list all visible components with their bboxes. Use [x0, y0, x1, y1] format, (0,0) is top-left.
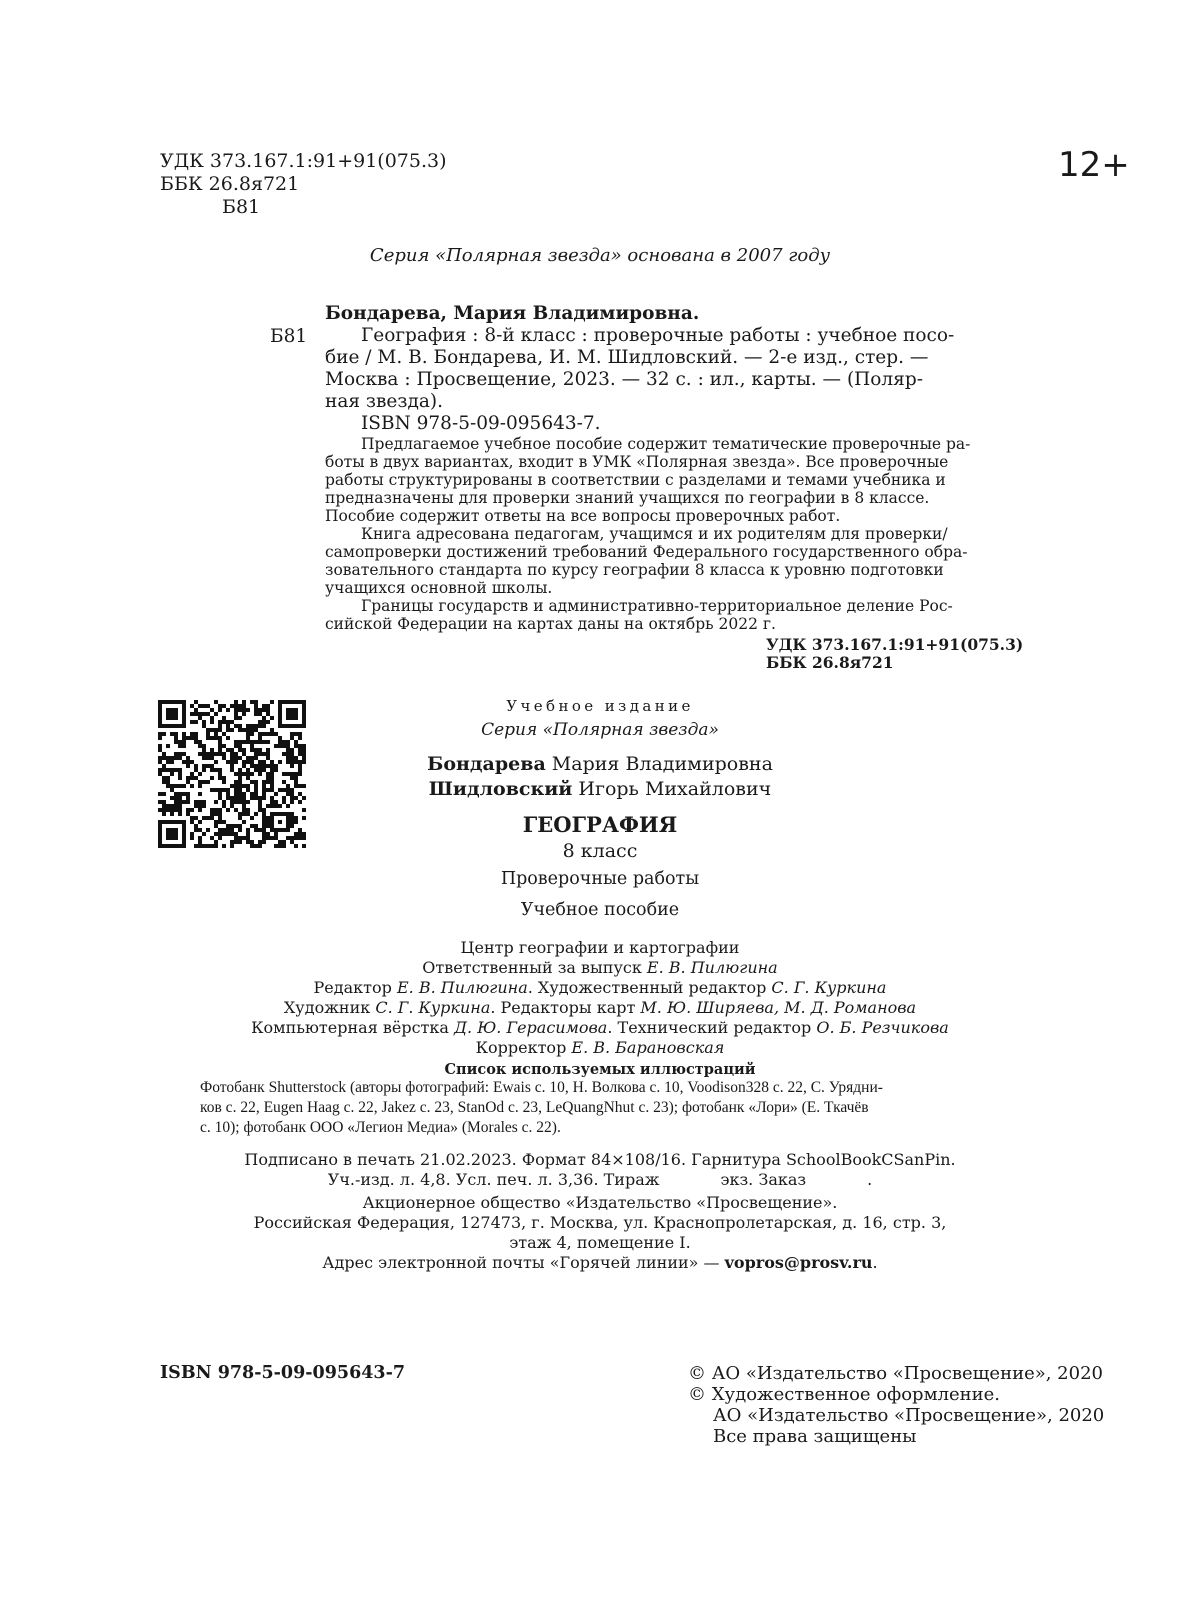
credit-label: Компьютерная вёрстка: [251, 1018, 455, 1037]
biblio-line: Москва : Просвещение, 2023. — 32 с. : ил., карты. — (Поляр-: [325, 369, 923, 390]
publisher-address: этаж 4, помещение I.: [509, 1233, 691, 1252]
biblio-isbn: ISBN 978-5-09-095643-7.: [361, 413, 601, 434]
annotation-line: зовательного стандарта по курсу географии 8 класса к уровню подготовки: [325, 561, 944, 579]
author-2: [0, 778, 1200, 800]
credit-label: Ответственный за выпуск: [422, 958, 647, 977]
bbk-code: ББК 26.8я721: [766, 653, 894, 672]
credit-name: М. Ю. Ширяева, М. Д. Романова: [640, 998, 917, 1017]
subtitle-tests: Проверочные работы: [500, 869, 700, 889]
udk-code: УДК 373.167.1:91+91(075.3): [160, 150, 447, 172]
annotation-line: Книга адресована педагогам, учащимся и их родителям для проверки/: [361, 525, 948, 543]
author-mark: Б81: [222, 196, 261, 218]
rights-reserved: Все права защищены: [713, 1426, 917, 1447]
age-rating: 12+: [1058, 145, 1130, 185]
publisher-address: Российская Федерация, 127473, г. Москва, ул. Краснопролетарская, д. 16, стр. 3,: [253, 1213, 947, 1232]
author-2-given-names: Игорь Михайлович: [572, 778, 772, 800]
copyright-block: [688, 1363, 1104, 1447]
bibliographic-record: [325, 303, 1015, 633]
biblio-author-mark: Б81: [270, 326, 308, 347]
copyright-line: © АО «Издательство «Просвещение», 2020: [688, 1363, 1103, 1384]
illustrations-heading: Список используемых иллюстраций: [444, 1061, 756, 1078]
credit-line: [0, 998, 1200, 1018]
annotation-line: работы структурированы в соответствии с разделами и темами учебника и: [325, 471, 946, 489]
bbk-code: ББК 26.8я721: [160, 173, 300, 195]
annotation-line: предназначены для проверки знаний учащихся по географии в 8 классе.: [325, 489, 930, 507]
credit-line: [0, 958, 1200, 978]
subtitle-textbook: Учебное пособие: [520, 900, 680, 920]
copyright-line: АО «Издательство «Просвещение», 2020: [713, 1405, 1105, 1426]
credit-label: Художник: [283, 998, 376, 1017]
copyright-line: © Художественное оформление.: [688, 1384, 1001, 1405]
credits: [0, 958, 1200, 1058]
credit-label: . Художественный редактор: [527, 978, 772, 997]
annotation-line: сийской Федерации на картах даны на октябрь 2022 г.: [325, 615, 776, 633]
classification-codes-right: [766, 636, 1023, 672]
credit-name: Е. В. Пилюгина: [396, 978, 528, 997]
annotation: [325, 435, 1015, 633]
edition-type: Учебное издание: [506, 697, 694, 715]
udk-code: УДК 373.167.1:91+91(075.3): [766, 635, 1024, 654]
hotline-email: [0, 1253, 1200, 1272]
print-line: Подписано в печать 21.02.2023. Формат 84×108/16. Гарнитура SchoolBookCSanPin.: [244, 1150, 956, 1169]
publisher-name: Акционерное общество «Издательство «Просвещение».: [362, 1193, 838, 1212]
print-details: [0, 1150, 1200, 1190]
email-link[interactable]: vopros@prosv.ru: [724, 1253, 873, 1272]
annotation-line: Предлагаемое учебное пособие содержит тематические проверочные ра-: [361, 435, 971, 453]
credit-name: Д. Ю. Герасимова: [454, 1018, 608, 1037]
credit-line: [0, 978, 1200, 998]
illustrations-line: ков с. 22, Eugen Haag с. 22, Jakez с. 23, StanOd с. 23, LeQuangNhut с. 23); фотобанк «Лори» (Е. Ткачёв: [200, 1099, 869, 1116]
credit-label: Корректор: [475, 1038, 572, 1057]
credit-line: [0, 1038, 1200, 1058]
credit-label: . Технический редактор: [607, 1018, 817, 1037]
credit-label: . Редакторы карт: [490, 998, 641, 1017]
department-name: Центр географии и картографии: [460, 938, 740, 957]
author-1-given-names: Мария Владимировна: [545, 753, 773, 775]
print-line: Уч.-изд. л. 4,8. Усл. печ. л. 3,36. Тираж экз. Заказ .: [327, 1170, 873, 1189]
illustrations-line: с. 10); фотобанк ООО «Легион Медиа» (Morales с. 22).: [200, 1119, 561, 1136]
series-name: Серия «Полярная звезда»: [481, 720, 719, 740]
annotation-line: боты в двух вариантах, входит в УМК «Полярная звезда». Все проверочные: [325, 453, 949, 471]
annotation-line: Пособие содержит ответы на все вопросы проверочных работ.: [325, 507, 841, 525]
illustrations-line: Фотобанк Shutterstock (авторы фотографий: Ewais с. 10, Н. Волкова с. 10, Voodison328 с. 22, С. Урядни-: [200, 1079, 883, 1096]
author-1: [0, 753, 1200, 775]
illustrations-list: [200, 1078, 1080, 1138]
isbn: ISBN 978-5-09-095643-7: [160, 1363, 406, 1383]
grade: 8 класс: [562, 840, 638, 862]
credit-label: Редактор: [313, 978, 397, 997]
annotation-line: учащихся основной школы.: [325, 579, 553, 597]
publisher-info: [0, 1193, 1200, 1253]
email-label: Адрес электронной почты «Горячей линии» —: [322, 1253, 725, 1272]
series-note: Серия «Полярная звезда» основана в 2007 году: [369, 245, 831, 266]
biblio-line: бие / М. В. Бондарева, И. М. Шидловский. — 2-е изд., стер. —: [325, 347, 929, 368]
credit-name: С. Г. Куркина: [771, 978, 887, 997]
annotation-line: Границы государств и административно-территориальное деление Рос-: [361, 597, 953, 615]
email-end: .: [872, 1253, 878, 1272]
biblio-author: Бондарева, Мария Владимировна.: [325, 303, 700, 324]
credit-name: О. Б. Резчикова: [816, 1018, 949, 1037]
classification-codes: [160, 150, 447, 219]
credit-line: [0, 1018, 1200, 1038]
book-title: ГЕОГРАФИЯ: [522, 812, 678, 837]
author-2-last-name: Шидловский: [428, 778, 573, 800]
biblio-line: ная звезда).: [325, 391, 443, 412]
author-1-last-name: Бондарева: [427, 753, 546, 775]
credit-name: С. Г. Куркина: [375, 998, 491, 1017]
credit-name: Е. В. Барановская: [571, 1038, 725, 1057]
annotation-line: самопроверки достижений требований Федерального государственного обра-: [325, 543, 968, 561]
credit-name: Е. В. Пилюгина: [646, 958, 778, 977]
biblio-line: География : 8-й класс : проверочные работы : учебное посо-: [361, 325, 955, 346]
